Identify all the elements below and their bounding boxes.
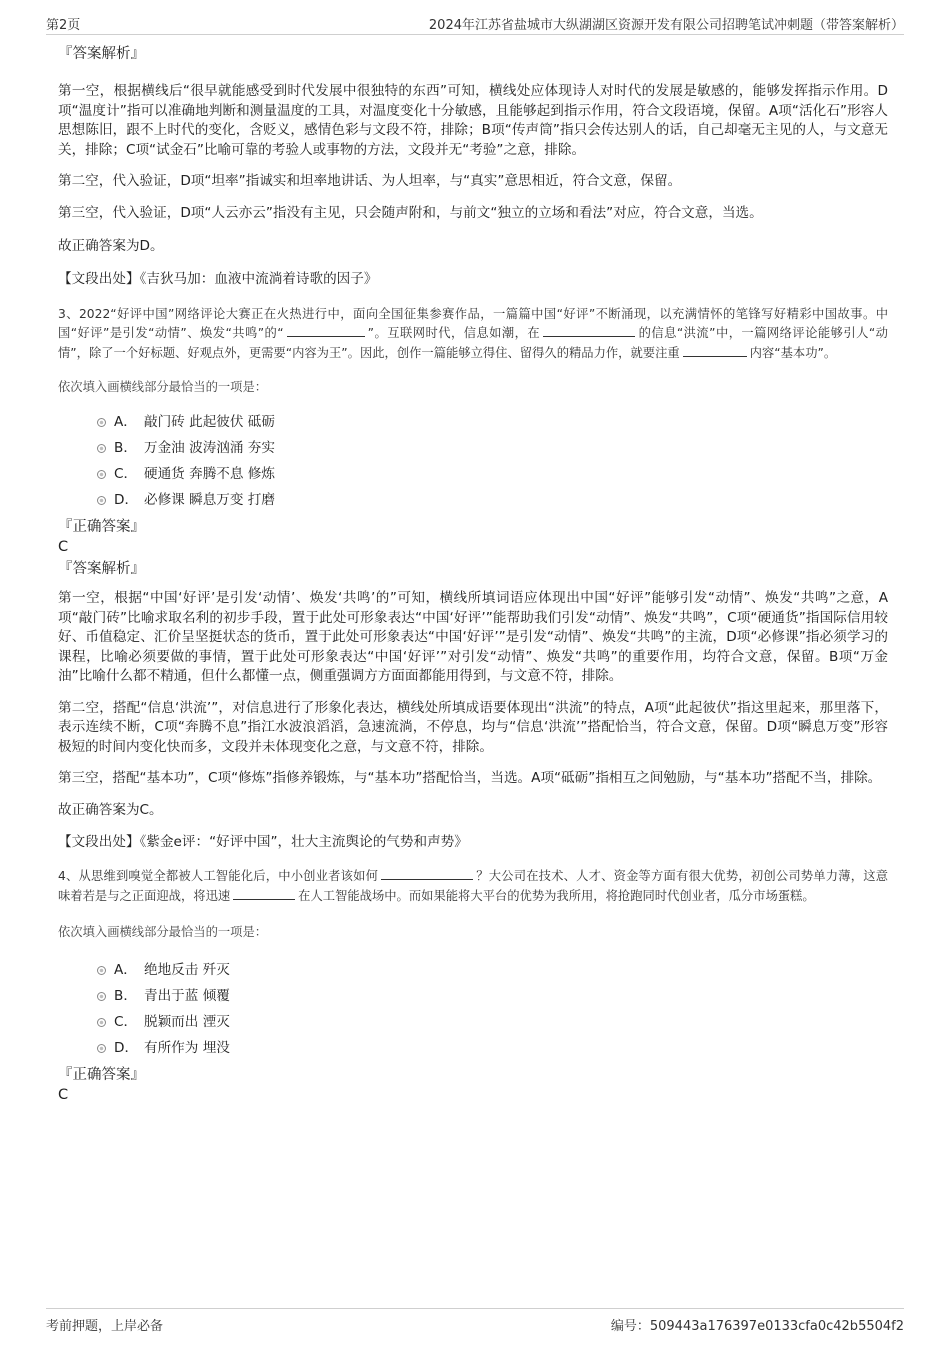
q3-analysis-label: 『答案解析』 <box>58 561 145 577</box>
prev-conclusion: 故正确答案为D。 <box>58 238 164 254</box>
q3-source: 【文段出处】《紫金e评：“好评中国”，壮大主流舆论的气势和声势》 <box>58 834 468 850</box>
q3-option-c[interactable]: C． 硬通货 奔腾不息 修炼 <box>58 461 888 487</box>
question-4-stem: 4、从思维到嗅觉全都被人工智能化后，中小创业者该如何 ？大公司在技术、人才、资金等方面有很大优势，初创公司势单力薄，这意味着若是与之正面迎战，将迅速 在人工智能战场中。而如果能将大平台的优势为我所用，将抢跑同时代创业者，瓜分市场蛋糕。 <box>58 866 888 905</box>
q3-option-d[interactable]: D． 必修课 瞬息万变 打磨 <box>58 487 888 513</box>
page-content <box>58 44 888 1105</box>
q3-correct-label: 『正确答案』 <box>58 519 145 535</box>
radio-icon[interactable] <box>97 1018 106 1027</box>
q3-correct-answer: C <box>58 539 69 555</box>
q4-correct-label: 『正确答案』 <box>58 1067 145 1083</box>
q3-option-a[interactable]: A． 敲门砖 此起彼伏 砥砺 <box>58 409 888 435</box>
q3-conclusion: 故正确答案为C。 <box>58 801 163 818</box>
question-3-instruction: 依次填入画横线部分最恰当的一项是： <box>58 380 268 394</box>
blank-2 <box>233 886 295 900</box>
q4-correct-answer: C <box>58 1087 69 1103</box>
footer-slogan: 考前押题，上岸必备 <box>46 1319 164 1334</box>
prev-source: 【文段出处】《吉狄马加：血液中流淌着诗歌的因子》 <box>58 270 378 287</box>
page-header <box>46 12 904 35</box>
q4-option-a[interactable]: A． 绝地反击 歼灭 <box>58 957 888 983</box>
question-3-options <box>58 409 888 513</box>
radio-icon[interactable] <box>97 992 106 1001</box>
radio-icon[interactable] <box>97 966 106 975</box>
q3-analysis-para-1: 第一空，根据“中国‘好评’是引发‘动情’、焕发‘共鸣’的”可知，横线所填词语应体现出中国“好评”能够引发“动情”、焕发“共鸣”之意，A项“敲门砖”比喻求取名利的初步手段，置于此处可形象表达“中国‘好评’”能帮助我们引发“动情”、焕发“共鸣”，C项“硬通货”指国际信用较好、币值稳定、汇价呈坚挺状态的货币，置于此处可形象表达“中国‘好评’”是引发“动情”、焕发“共鸣”的主流，D项“必修课”指必须学习的课程，比喻必须要做的事情，置于此处可形象表达“中国‘好评’”对引发“动情”、焕发“共鸣”的重要作用，均符合文意，保留。B项“万金油”比喻什么都不精通，但什么都懂一点，侧重强调方方面面都能用得到，与文意不符，排除。 <box>58 590 888 684</box>
question-3-stem: 3、2022“好评中国”网络评论大赛正在火热进行中，面向全国征集参赛作品，一篇篇中国“好评”不断涌现，以充满情怀的笔锋写好精彩中国故事。中国“好评”是引发“动情”、焕发“共鸣”的“ ”。互联网时代，信息如潮，在 的信息“洪流”中，一篇网络评论能够引人“动情”，除了一个好标题、好观点外，更需要“内容为王”。因此，创作一篇能够立得住、留得久的精品力作，就要注重 内容“基本功”。 <box>58 306 888 360</box>
page-footer <box>46 1308 904 1335</box>
page-number: 第2页 <box>46 18 81 33</box>
blank-1 <box>381 866 473 880</box>
radio-icon[interactable] <box>97 470 106 479</box>
q3-analysis-para-2: 第二空，搭配“信息‘洪流’”，对信息进行了形象化表达，横线处所填成语要体现出“洪流”的特点，A项“此起彼伏”指这里起来，那里落下，表示连续不断，C项“奔腾不息”指江水波浪滔滔，急速流淌，不停息，均与“信息‘洪流’”搭配恰当，符合文意，保留。D项“瞬息万变”形容极短的时间内变化快而多，文段并未体现变化之意，与文意不符，排除。 <box>58 699 888 755</box>
prev-analysis-para-2: 第二空，代入验证，D项“坦率”指诚实和坦率地讲话、为人坦率，与“真实”意思相近，符合文意，保留。 <box>58 173 682 189</box>
prev-analysis-para-1: 第一空，根据横线后“很早就能感受到时代发展中很独特的东西”可知，横线处应体现诗人对时代的发展是敏感的，能够发挥指示作用。D项“温度计”指可以准确地判断和测量温度的工具，对温度变化十分敏感，且能够起到指示作用，符合文段语境，保留。A项“活化石”形容人思想陈旧，跟不上时代的变化，含贬义，感情色彩与文段不符，排除；B项“传声筒”指只会传达别人的话，自己却毫无主见的人，与文意无关，排除；C项“试金石”比喻可靠的考验人或事物的方法，文段并无“考验”之意，排除。 <box>58 83 888 158</box>
question-4-instruction: 依次填入画横线部分最恰当的一项是： <box>58 925 268 939</box>
blank-3 <box>683 343 747 357</box>
prev-analysis-label: 『答案解析』 <box>58 46 145 62</box>
question-4-options <box>58 957 888 1061</box>
q4-option-d[interactable]: D． 有所作为 埋没 <box>58 1035 888 1061</box>
document-code: 编号：509443a176397e0133cfa0c42b5504f2 <box>610 1319 904 1334</box>
q3-analysis-para-3: 第三空，搭配“基本功”，C项“修炼”指修养锻炼，与“基本功”搭配恰当，当选。A项“砥砺”指相互之间勉励，与“基本功”搭配不当，排除。 <box>58 770 882 786</box>
prev-analysis-para-3: 第三空，代入验证，D项“人云亦云”指没有主见，只会随声附和，与前文“独立的立场和看法”对应，符合文意，当选。 <box>58 204 763 221</box>
radio-icon[interactable] <box>97 418 106 427</box>
radio-icon[interactable] <box>97 444 106 453</box>
blank-2 <box>543 323 635 337</box>
q3-option-b[interactable]: B． 万金油 波涛汹涌 夯实 <box>58 435 888 461</box>
radio-icon[interactable] <box>97 1044 106 1053</box>
q4-option-b[interactable]: B． 青出于蓝 倾覆 <box>58 983 888 1009</box>
blank-1 <box>287 323 365 337</box>
radio-icon[interactable] <box>97 496 106 505</box>
q4-option-c[interactable]: C． 脱颖而出 湮灭 <box>58 1009 888 1035</box>
document-title: 2024年江苏省盐城市大纵湖湖区资源开发有限公司招聘笔试冲刺题（带答案解析） <box>428 18 904 33</box>
